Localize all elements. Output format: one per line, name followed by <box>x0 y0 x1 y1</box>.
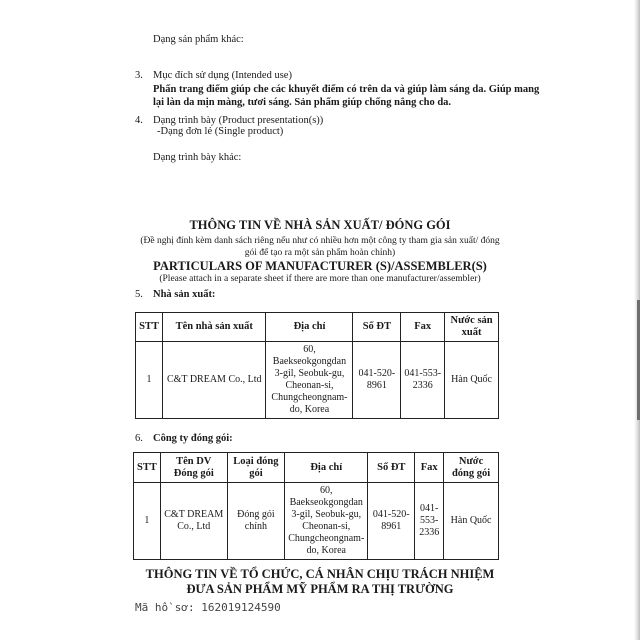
packager-table <box>133 452 499 560</box>
manufacturer-note-vi-line1: (Đề nghị đính kèm danh sách riêng nếu như có nhiều hơn một công ty tham gia sản xuất/ đóng <box>140 236 500 246</box>
row-stt: 1 <box>134 483 161 560</box>
manufacturer-note-en: (Please attach in a separate sheet if there are more than one manufacturer/assembler) <box>159 274 481 284</box>
row-phone: 041-520-8961 <box>368 483 415 560</box>
manufacturer-section-title: THÔNG TIN VỀ NHÀ SẢN XUẤT/ ĐÓNG GÓI <box>189 218 451 232</box>
item4-number: 4. <box>135 115 143 126</box>
row-country: Hàn Quốc <box>445 342 499 419</box>
row-fax: 041-553-2336 <box>415 483 444 560</box>
other-product-type-label: Dạng sản phẩm khác: <box>153 34 244 45</box>
header-fax: Fax <box>401 313 445 342</box>
header-country: Nước sản xuất <box>445 313 499 342</box>
packager-label: Công ty đóng gói: <box>153 433 233 444</box>
file-code: Mã hồ sơ: 162019124590 <box>135 601 281 614</box>
table-row <box>134 483 499 560</box>
header-stt: STT <box>136 313 163 342</box>
row-address: 60, Baekseokgongdan 3-gil, Seobuk-gu, Cheonan-si, Chungcheongnam-do, Korea <box>285 483 368 560</box>
header-manufacturer-name: Tên nhà sản xuất <box>162 313 266 342</box>
header-fax: Fax <box>415 453 444 483</box>
intended-use-line1: Phấn trang điểm giúp che các khuyết điểm có trên da và giúp làm sáng da. Giúp mang <box>153 84 540 95</box>
manufacturer-label: Nhà sản xuất: <box>153 289 216 300</box>
presentation-value: -Dạng đơn lẻ (Single product) <box>157 126 284 137</box>
manufacturer-title-en: PARTICULARS OF MANUFACTURER (S)/ASSEMBLER(S) <box>153 259 487 273</box>
header-stt: STT <box>134 453 161 483</box>
responsible-section-title-line2: ĐƯA SẢN PHẨM MỸ PHẨM RA THỊ TRƯỜNG <box>186 582 454 596</box>
item5-number: 5. <box>135 289 143 300</box>
packager-table-header <box>134 453 499 483</box>
header-address: Địa chỉ <box>266 313 353 342</box>
responsible-section-title-line1: THÔNG TIN VỀ TỔ CHỨC, CÁ NHÂN CHỊU TRÁCH NHIỆM <box>145 567 495 581</box>
manufacturer-note-vi-line2: gói để tạo ra một sản phẩm hoàn chỉnh) <box>244 248 396 258</box>
item3-title: Mục đích sử dụng (Intended use) <box>153 70 292 81</box>
row-fax: 041-553-2336 <box>401 342 445 419</box>
item3-number: 3. <box>135 70 143 81</box>
item4-title: Dạng trình bày (Product presentation(s)) <box>153 115 324 126</box>
header-phone: Số ĐT <box>353 313 401 342</box>
other-presentation-label: Dạng trình bày khác: <box>153 152 242 163</box>
header-country: Nước đóng gói <box>444 453 499 483</box>
row-stt: 1 <box>136 342 163 419</box>
intended-use-line2: lại làn da mịn màng, tươi sáng. Sản phẩm giúp chống nắng cho da. <box>153 97 452 108</box>
header-address: Địa chỉ <box>285 453 368 483</box>
row-packager-name: C&T DREAM Co., Ltd <box>160 483 227 560</box>
header-packager-name: Tên DV Đóng gói <box>160 453 227 483</box>
manufacturer-table-header <box>136 313 499 342</box>
row-phone: 041-520-8961 <box>353 342 401 419</box>
row-address: 60, Baekseokgongdan 3-gil, Seobuk-gu, Cheonan-si, Chungcheongnam-do, Korea <box>266 342 353 419</box>
row-packaging-type: Đóng gói chính <box>227 483 285 560</box>
header-phone: Số ĐT <box>368 453 415 483</box>
manufacturer-table <box>135 312 499 419</box>
row-country: Hàn Quốc <box>444 483 499 560</box>
table-row <box>136 342 499 419</box>
item6-number: 6. <box>135 433 143 444</box>
header-packaging-type: Loại đóng gói <box>227 453 285 483</box>
row-manufacturer-name: C&T DREAM Co., Ltd <box>162 342 266 419</box>
